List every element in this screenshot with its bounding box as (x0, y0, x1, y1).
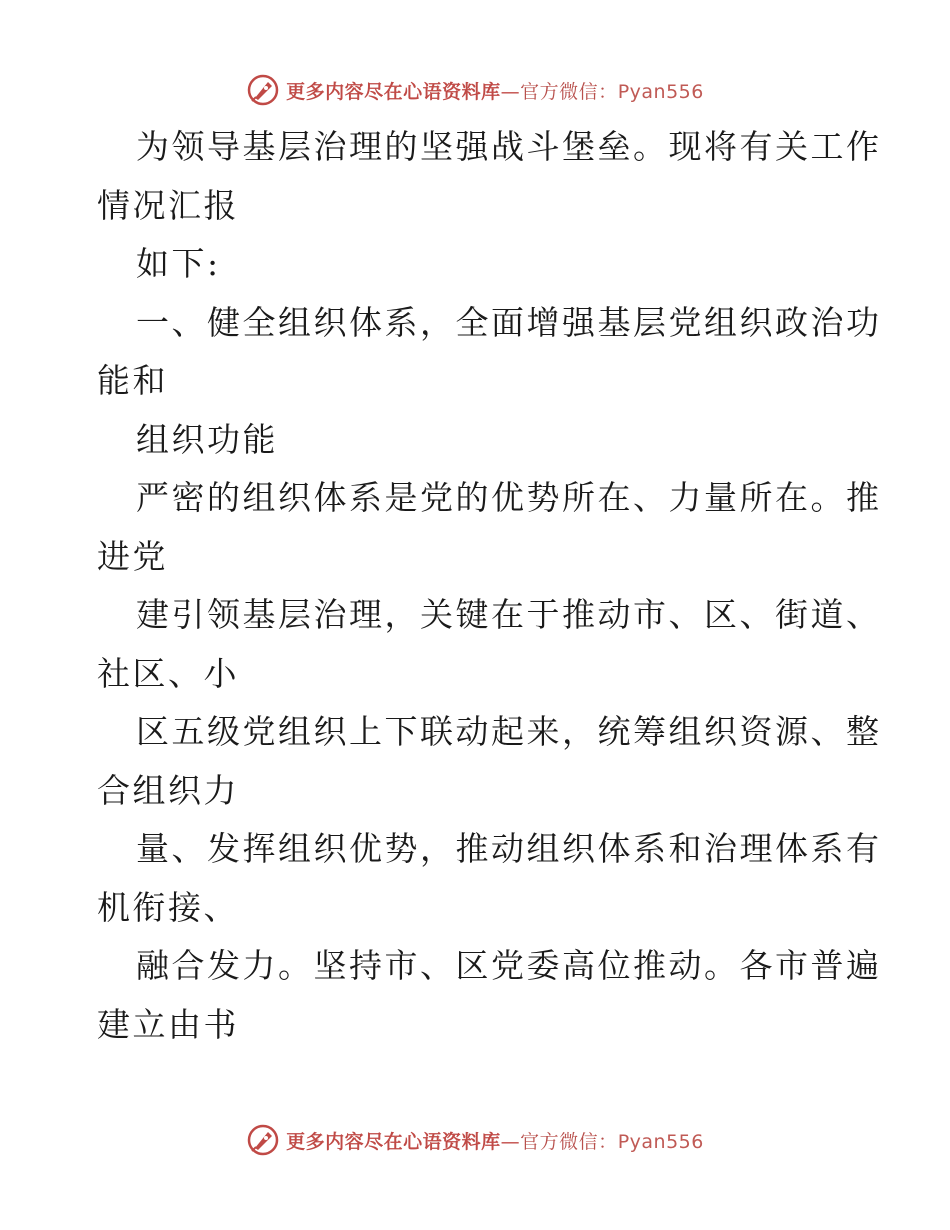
body-line: 建引领基层治理，关键在于推动市、区、街道、 (136, 595, 882, 634)
body-line: 建立由书 (97, 1004, 239, 1044)
body-line: 为领导基层治理的坚强战斗堡垒。现将有关工作 (136, 127, 882, 166)
watermark-label: 更多内容尽在心语资料库 (286, 80, 501, 103)
body-line: 社区、小 (97, 653, 239, 693)
body-line: 机衔接、 (97, 887, 239, 927)
watermark-wechat-label: 官方微信： (520, 1130, 618, 1153)
body-line: 融合发力。坚持市、区党委高位推动。各市普遍 (136, 946, 882, 985)
body-line: 量、发挥组织优势，推动组织体系和治理体系有 (136, 829, 882, 868)
section-heading-continued: 能和 (97, 361, 168, 400)
watermark-wechat-id: Pyan556 (617, 1130, 704, 1153)
footer-watermark (0, 1120, 950, 1160)
section-heading: 一、健全组织体系，全面增强基层党组织政治功 (136, 302, 882, 342)
pen-nib-logo-icon (246, 1123, 280, 1157)
body-line: 严密的组织体系是党的优势所在、力量所在。推 (136, 478, 882, 517)
watermark-label: 更多内容尽在心语资料库 (286, 1130, 501, 1153)
body-line: 进党 (97, 536, 168, 576)
document-body (97, 118, 882, 1054)
pen-nib-logo-icon (246, 73, 280, 107)
watermark-separator: — (500, 80, 521, 103)
header-watermark (0, 70, 950, 110)
body-line: 区五级党组织上下联动起来，统筹组织资源、整 (136, 712, 882, 751)
body-line: 合组织力 (97, 770, 239, 810)
body-line: 情况汇报 (97, 185, 239, 225)
body-line: 组织功能 (136, 419, 278, 459)
watermark-wechat-label: 官方微信： (520, 80, 618, 103)
body-line: 如下: (136, 244, 221, 283)
watermark-wechat-id: Pyan556 (617, 80, 704, 103)
watermark-separator: — (500, 1130, 521, 1153)
